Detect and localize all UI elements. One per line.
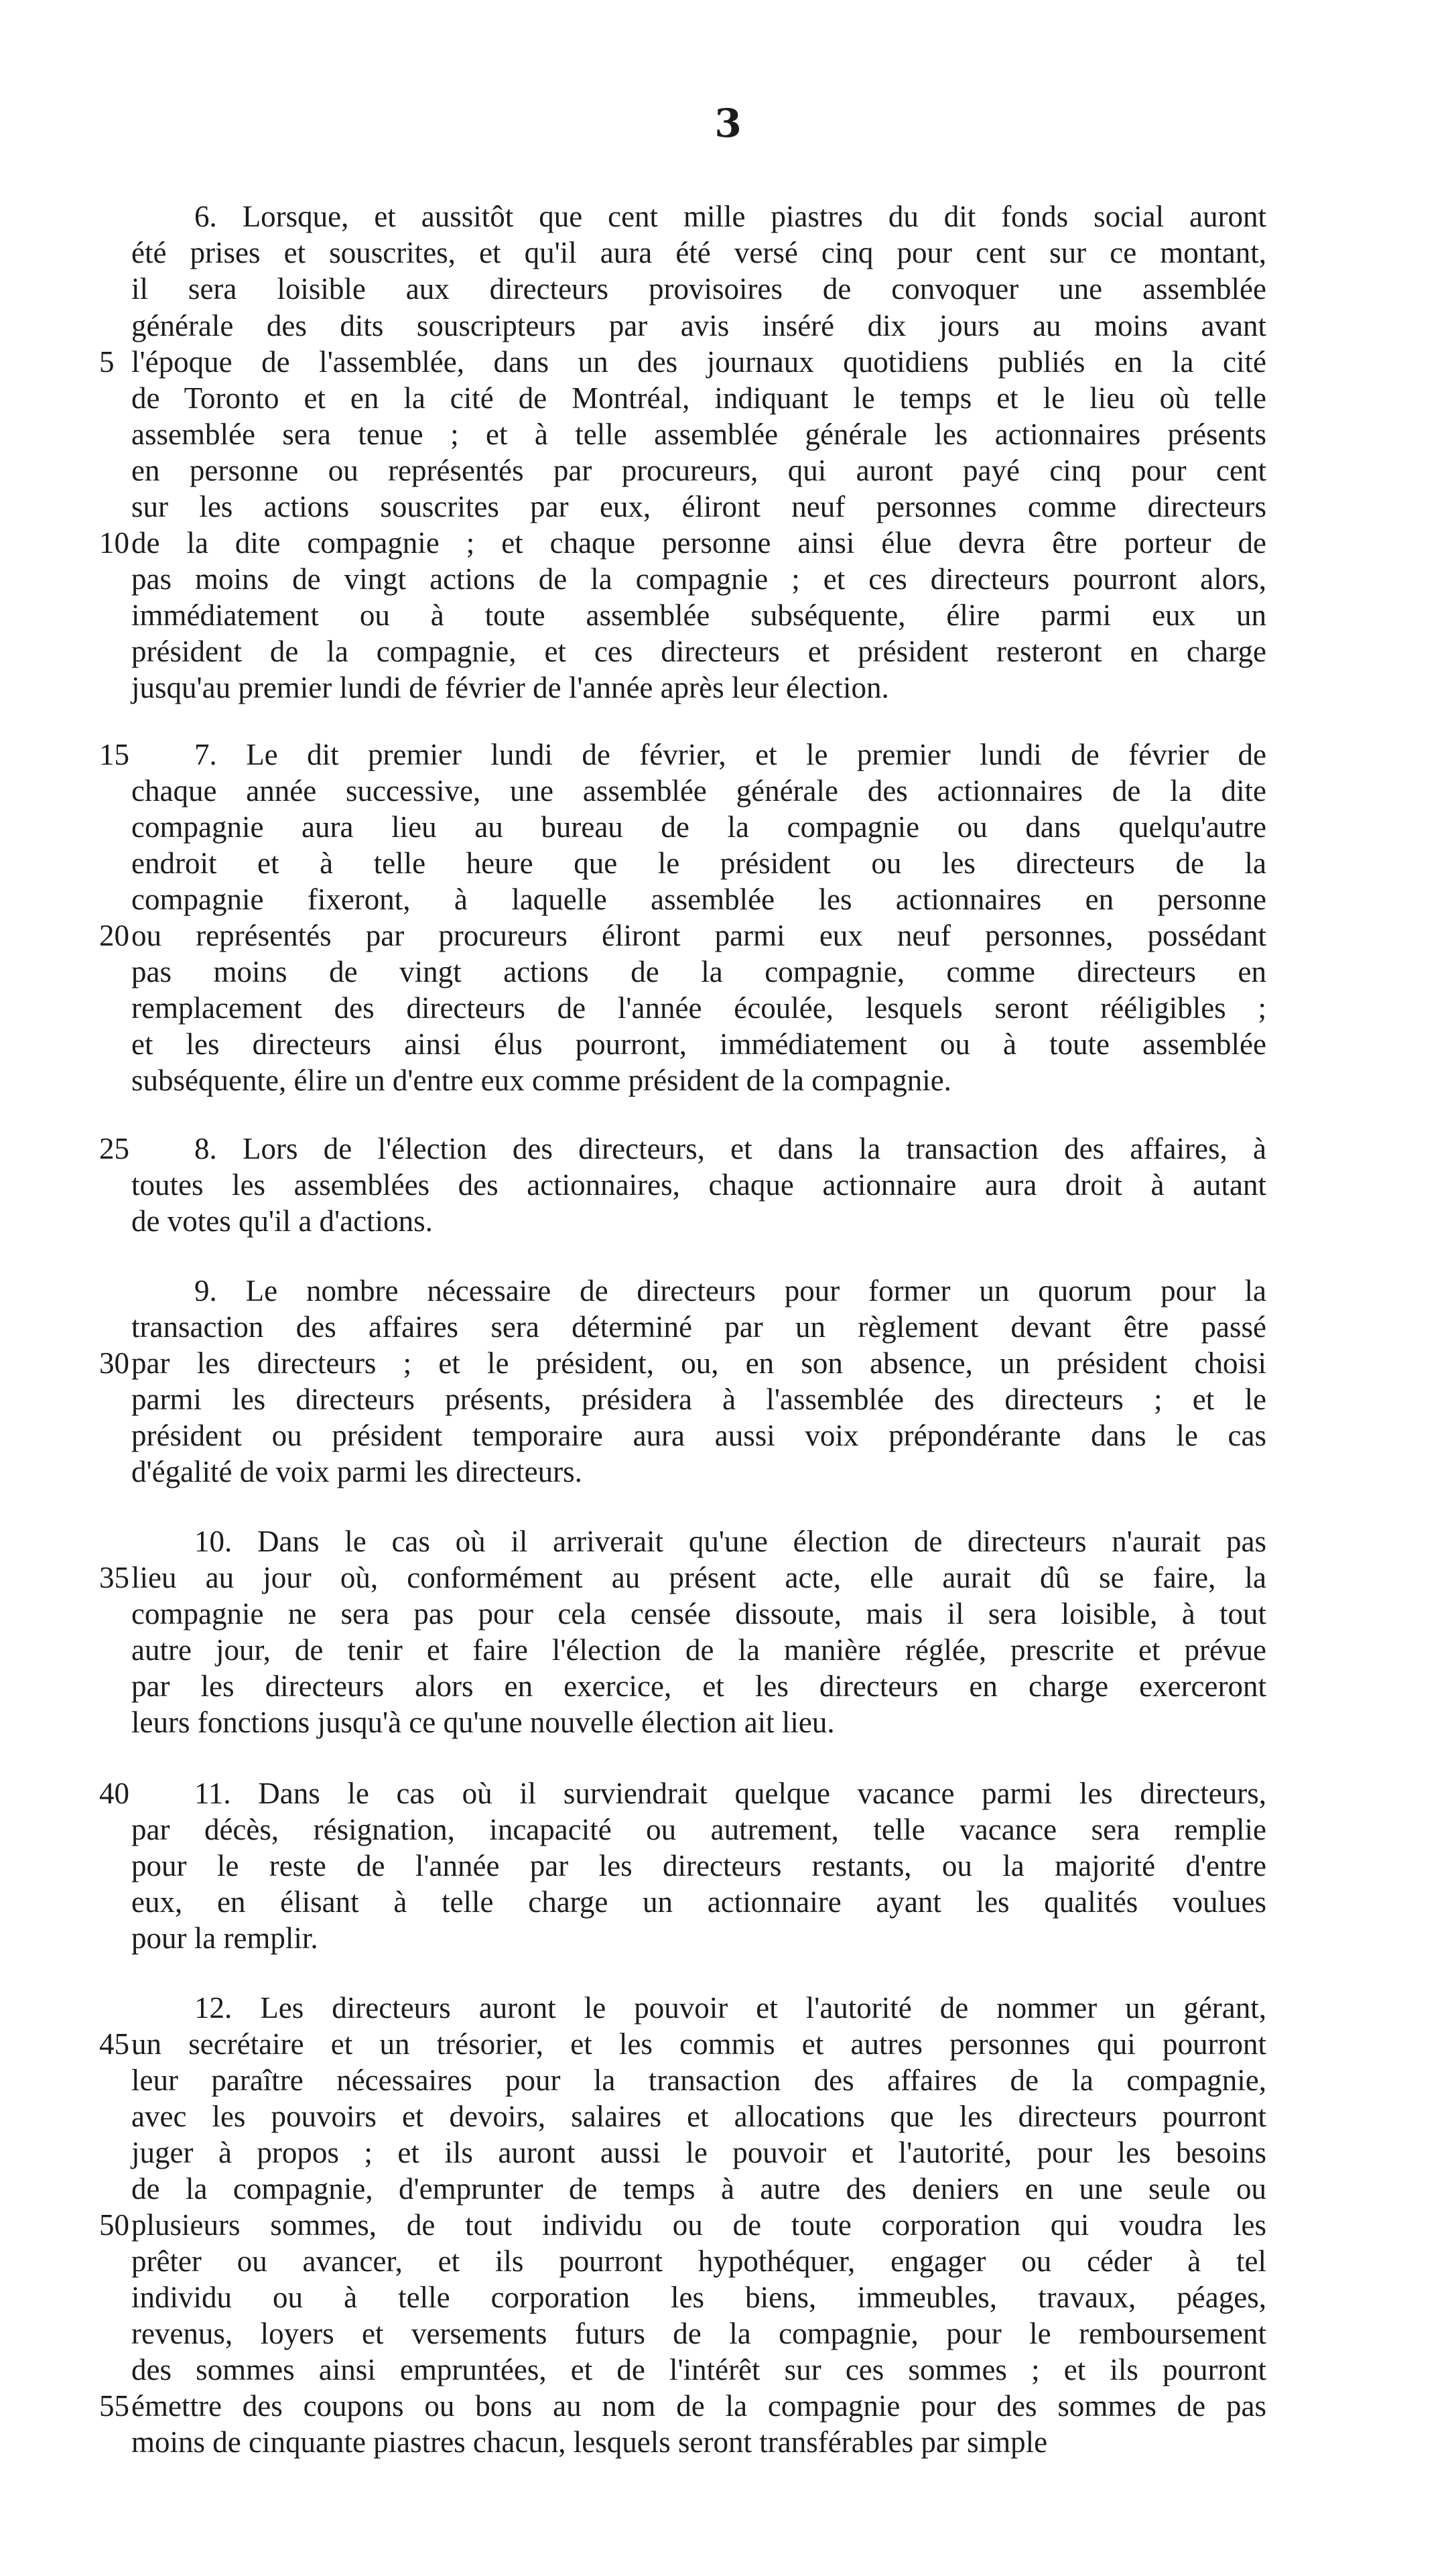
margin-line-number: 20	[99, 919, 129, 952]
text-line: parmi les directeurs présents, présidera à l'assemblée des directeurs ; et le	[131, 1383, 1266, 1416]
text-line: toutes les assemblées des actionnaires, chaque actionnaire aura droit à autant	[131, 1168, 1266, 1202]
margin-line-number: 55	[99, 2389, 129, 2423]
text-line: sur les actions souscrites par eux, éliront neuf personnes comme directeurs	[131, 490, 1266, 523]
text-line: compagnie aura lieu au bureau de la compagnie ou dans quelqu'autre	[131, 810, 1266, 844]
text-line: président ou président temporaire aura aussi voix prépondérante dans le cas	[131, 1419, 1266, 1452]
text-line: eux, en élisant à telle charge un actionnaire ayant les qualités voulues	[131, 1885, 1266, 1919]
text-line: par les directeurs ; et le président, ou, en son absence, un président choisi	[131, 1346, 1266, 1380]
text-line: 7. Le dit premier lundi de février, et le premier lundi de février de	[194, 738, 1266, 771]
text-line: transaction des affaires sera déterminé par un règlement devant être passé	[131, 1310, 1266, 1344]
text-line: leurs fonctions jusqu'à ce qu'une nouvelle élection ait lieu.	[131, 1706, 835, 1739]
text-line: de la compagnie, d'emprunter de temps à autre des deniers en une seule ou	[131, 2172, 1266, 2206]
text-line: président de la compagnie, et ces directeurs et président resteront en charge	[131, 635, 1266, 668]
text-line: 11. Dans le cas où il surviendrait quelque vacance parmi les directeurs,	[194, 1777, 1266, 1810]
text-line: revenus, loyers et versements futurs de la compagnie, pour le remboursement	[131, 2317, 1266, 2350]
margin-line-number: 10	[99, 526, 129, 560]
text-line: pas moins de vingt actions de la compagnie, comme directeurs en	[131, 955, 1266, 988]
text-line: par les directeurs alors en exercice, et les directeurs en charge exerceront	[131, 1669, 1266, 1703]
text-line: l'époque de l'assemblée, dans un des journaux quotidiens publiés en la cité	[131, 345, 1266, 379]
text-line: remplacement des directeurs de l'année écoulée, lesquels seront rééligibles ;	[131, 991, 1266, 1025]
text-line: chaque année successive, une assemblée générale des actionnaires de la dite	[131, 774, 1266, 808]
text-line: pour la remplir.	[131, 1921, 318, 1955]
margin-line-number: 25	[99, 1132, 129, 1165]
margin-line-number: 15	[99, 738, 129, 771]
text-line: 6. Lorsque, et aussitôt que cent mille piastres du dit fonds social auront	[194, 200, 1266, 233]
text-line: et les directeurs ainsi élus pourront, immédiatement ou à toute assemblée	[131, 1027, 1266, 1061]
text-line: prêter ou avancer, et ils pourront hypothéquer, engager ou céder à tel	[131, 2244, 1266, 2278]
text-line: juger à propos ; et ils auront aussi le pouvoir et l'autorité, pour les besoins	[131, 2136, 1266, 2169]
text-line: compagnie ne sera pas pour cela censée dissoute, mais il sera loisible, à tout	[131, 1597, 1266, 1631]
text-line: pour le reste de l'année par les directeurs restants, ou la majorité d'entre	[131, 1849, 1266, 1882]
margin-line-number: 5	[99, 345, 115, 379]
text-line: de la dite compagnie ; et chaque personne ainsi élue devra être porteur de	[131, 526, 1266, 560]
text-line: avec les pouvoirs et devoirs, salaires et allocations que les directeurs pourront	[131, 2100, 1266, 2133]
page-number: 3	[714, 101, 742, 146]
text-line: compagnie fixeront, à laquelle assemblée les actionnaires en personne	[131, 883, 1266, 916]
text-line: un secrétaire et un trésorier, et les commis et autres personnes qui pourront	[131, 2027, 1266, 2061]
text-line: individu ou à telle corporation les biens, immeubles, travaux, péages,	[131, 2281, 1266, 2314]
text-line: autre jour, de tenir et faire l'élection de la manière réglée, prescrite et prévue	[131, 1633, 1266, 1667]
text-line: leur paraître nécessaires pour la transaction des affaires de la compagnie,	[131, 2063, 1266, 2097]
text-line: par décès, résignation, incapacité ou autrement, telle vacance sera remplie	[131, 1813, 1266, 1846]
text-line: subséquente, élire un d'entre eux comme président de la compagnie.	[131, 1064, 951, 1097]
text-line: immédiatement ou à toute assemblée subséquente, élire parmi eux un	[131, 598, 1266, 632]
text-line: lieu au jour où, conformément au présent acte, elle aurait dû se faire, la	[131, 1561, 1266, 1594]
text-line: émettre des coupons ou bons au nom de la compagnie pour des sommes de pas	[131, 2389, 1266, 2423]
text-line: il sera loisible aux directeurs provisoires de convoquer une assemblée	[131, 272, 1266, 306]
text-line: été prises et souscrites, et qu'il aura été versé cinq pour cent sur ce montant,	[131, 236, 1266, 269]
text-line: générale des dits souscripteurs par avis inséré dix jours au moins avant	[131, 309, 1266, 342]
margin-line-number: 35	[99, 1561, 129, 1594]
margin-line-number: 30	[99, 1346, 129, 1380]
text-line: jusqu'au premier lundi de février de l'année après leur élection.	[131, 671, 889, 704]
text-line: assemblée sera tenue ; et à telle assemblée générale les actionnaires présents	[131, 418, 1266, 451]
margin-line-number: 50	[99, 2208, 129, 2242]
text-line: 10. Dans le cas où il arriverait qu'une élection de directeurs n'aurait pas	[194, 1525, 1266, 1558]
text-line: endroit et à telle heure que le président ou les directeurs de la	[131, 846, 1266, 880]
text-line: des sommes ainsi empruntées, et de l'intérêt sur ces sommes ; et ils pourront	[131, 2353, 1266, 2386]
text-line: de Toronto et en la cité de Montréal, indiquant le temps et le lieu où telle	[131, 381, 1266, 415]
text-line: de votes qu'il a d'actions.	[131, 1204, 433, 1238]
text-line: d'égalité de voix parmi les directeurs.	[131, 1455, 582, 1488]
text-line: 12. Les directeurs auront le pouvoir et l'autorité de nommer un gérant,	[194, 1991, 1266, 2025]
margin-line-number: 40	[99, 1777, 129, 1810]
margin-line-number: 45	[99, 2027, 129, 2061]
text-line: plusieurs sommes, de tout individu ou de toute corporation qui voudra les	[131, 2208, 1266, 2242]
text-line: ou représentés par procureurs éliront parmi eux neuf personnes, possédant	[131, 919, 1266, 952]
text-line: 9. Le nombre nécessaire de directeurs pour former un quorum pour la	[194, 1274, 1266, 1307]
text-line: en personne ou représentés par procureurs, qui auront payé cinq pour cent	[131, 454, 1266, 487]
text-line: moins de cinquante piastres chacun, lesquels seront transférables par simple	[131, 2425, 1048, 2459]
text-line: pas moins de vingt actions de la compagnie ; et ces directeurs pourront alors,	[131, 562, 1266, 596]
text-line: 8. Lors de l'élection des directeurs, et dans la transaction des affaires, à	[194, 1132, 1266, 1165]
